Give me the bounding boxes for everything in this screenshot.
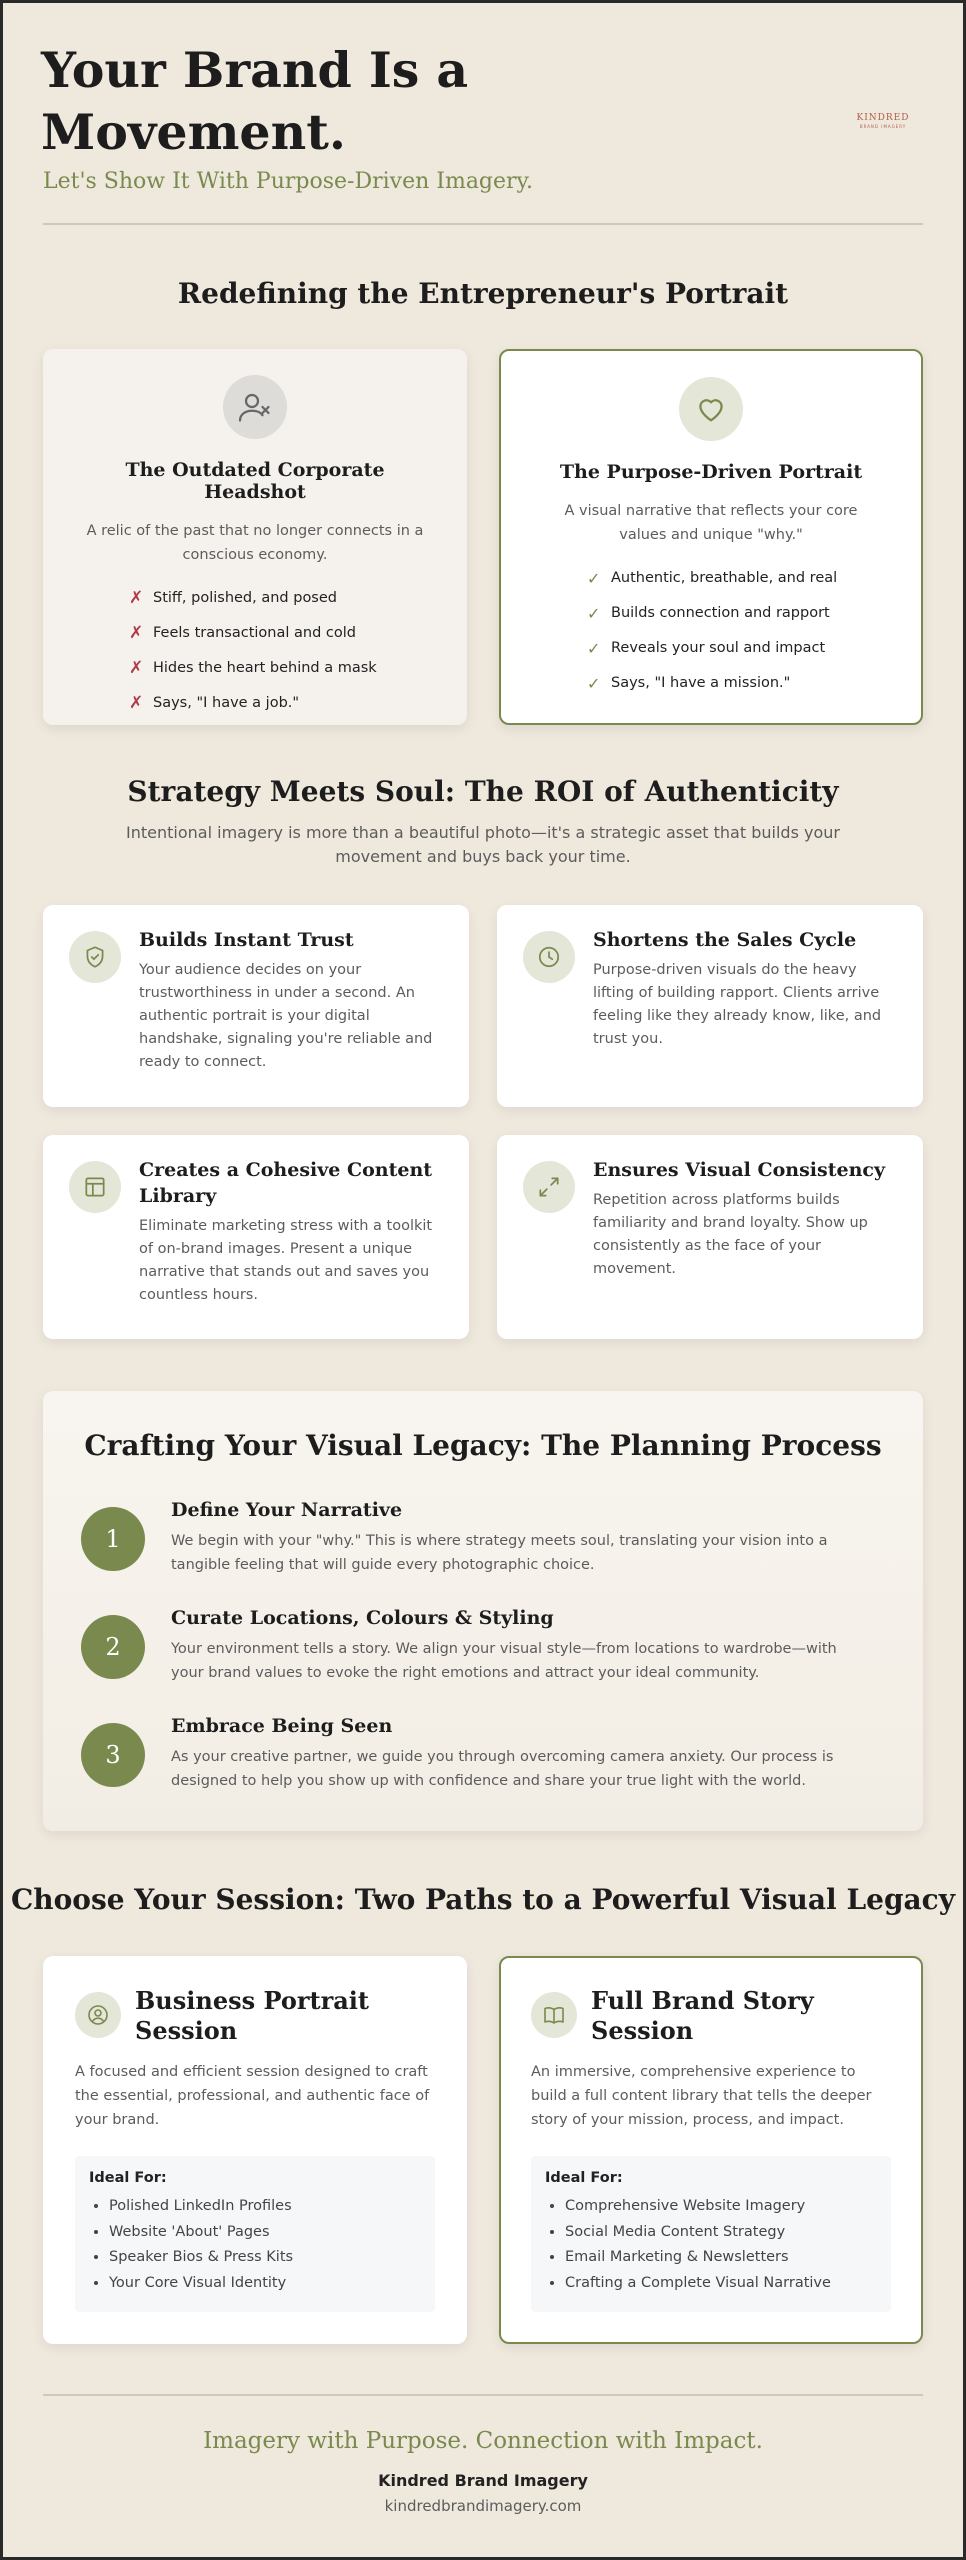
benefit-card-consistency: [497, 1135, 923, 1339]
list-item-text: Builds connection and rapport: [611, 605, 830, 621]
benefit-card-library: [43, 1135, 469, 1339]
list-item: • Polished LinkedIn Profiles: [109, 2194, 421, 2220]
list-item: • Your Core Visual Identity: [109, 2271, 421, 2297]
list-item: • Email Marketing & Newsletters: [565, 2245, 877, 2271]
ideal-for-label: Ideal For:: [545, 2170, 623, 2186]
list-item-text: Hides the heart behind a mask: [153, 660, 377, 676]
list-item-text: Authentic, breathable, and real: [611, 570, 838, 586]
session-title: Business Portrait Session: [135, 1986, 369, 2045]
arrows-expand-icon: [523, 1161, 575, 1213]
check-icon: ✓: [587, 604, 601, 623]
list-item: [129, 581, 427, 616]
benefit-text: Repetition across platforms builds familiarity and brand loyalty. Show up consistently as the face of your movement.: [593, 1192, 868, 1277]
footer-website-link[interactable]: kindredbrandimagery.com: [384, 2497, 582, 2515]
list-item: • Comprehensive Website Imagery: [565, 2194, 877, 2220]
list-item: [587, 666, 881, 701]
hero-subtitle: Let's Show It With Purpose-Driven Imagery.: [43, 169, 534, 194]
step-text: As your creative partner, we guide you through overcoming camera anxiety. Our process is designed to help you show up with confidence and share your true light with the world.: [171, 1749, 834, 1789]
cross-icon: ✗: [129, 658, 144, 678]
list-item-text: Stiff, polished, and posed: [153, 590, 337, 606]
check-icon: ✓: [587, 674, 601, 693]
list-item-text: Says, "I have a job.": [153, 695, 300, 711]
user-circle-icon: [75, 1992, 121, 2038]
outdated-headshot-card: [43, 349, 467, 725]
footer-brand-name: Kindred Brand Imagery: [378, 2471, 588, 2490]
benefit-text: Purpose-driven visuals do the heavy lifting of building rapport. Clients arrive feeling like they already know, like, and trust you.: [593, 962, 882, 1047]
ideal-for-list: [89, 2194, 421, 2296]
step-number-badge: 3: [81, 1723, 145, 1787]
planning-process-panel: [43, 1391, 923, 1831]
benefit-card-trust: [43, 905, 469, 1107]
benefit-text: Eliminate marketing stress with a toolkit of on-brand images. Present a unique narrative that stands out and saves you countless hours.: [139, 1218, 433, 1303]
list-item: • Speaker Bios & Press Kits: [109, 2245, 421, 2271]
footer-tagline: Imagery with Purpose. Connection with Impact.: [203, 2428, 763, 2454]
shield-check-icon: [69, 931, 121, 983]
book-open-icon: [531, 1992, 577, 2038]
benefit-title: Creates a Cohesive Content Library: [139, 1159, 433, 1207]
footer-divider: [43, 2394, 923, 2396]
purpose-portrait-card: [499, 349, 923, 725]
list-item-text: Says, "I have a mission.": [611, 675, 791, 691]
list-item: • Social Media Content Strategy: [565, 2220, 877, 2246]
full-brand-story-session-card[interactable]: [499, 1956, 923, 2344]
list-item: [587, 631, 881, 666]
logo-name: KINDRED: [856, 113, 910, 123]
list-item: [587, 561, 881, 596]
list-item: • Crafting a Complete Visual Narrative: [565, 2271, 877, 2297]
sessions-title: Choose Your Session: Two Paths to a Powerful Visual Legacy: [10, 1883, 955, 1916]
step-number-badge: 1: [81, 1507, 145, 1571]
session-title: Full Brand Story Session: [591, 1986, 814, 2045]
benefit-title: Ensures Visual Consistency: [593, 1159, 886, 1181]
brand-logo[interactable]: [853, 113, 913, 129]
list-item-text: Reveals your soul and impact: [611, 640, 826, 656]
session-description: An immersive, comprehensive experience to build a full content library that tells the deeper story of your mission, process, and impact.: [531, 2064, 872, 2128]
ideal-for-list: [545, 2194, 877, 2296]
clock-icon: [523, 931, 575, 983]
process-title: Crafting Your Visual Legacy: The Planning Process: [84, 1429, 882, 1462]
card-description: A visual narrative that reflects your core values and unique "why.": [564, 503, 858, 543]
card-title: The Purpose-Driven Portrait: [559, 461, 863, 483]
benefit-card-sales: [497, 905, 923, 1107]
user-x-icon: [223, 375, 287, 439]
layout-icon: [69, 1161, 121, 1213]
list-item: [587, 596, 881, 631]
logo-tagline: BRAND IMAGERY: [859, 124, 907, 129]
step-title: Curate Locations, Colours & Styling: [171, 1607, 554, 1629]
step-title: Embrace Being Seen: [171, 1715, 393, 1737]
drawback-list: [83, 581, 427, 721]
cross-icon: ✗: [129, 588, 144, 608]
card-description: A relic of the past that no longer connects in a conscious economy.: [86, 523, 424, 563]
list-item: [129, 686, 427, 721]
header-divider: [43, 223, 923, 225]
session-description: A focused and efficient session designed to craft the essential, professional, and authentic face of your brand.: [75, 2064, 430, 2128]
hero-title: Your Brand Is a Movement.: [41, 41, 469, 161]
list-item-text: Feels transactional and cold: [153, 625, 356, 641]
check-icon: ✓: [587, 569, 601, 588]
benefit-title: Shortens the Sales Cycle: [593, 929, 857, 951]
heart-icon: [679, 377, 743, 441]
benefit-list: [541, 561, 881, 701]
ideal-for-label: Ideal For:: [89, 2170, 167, 2186]
step-title: Define Your Narrative: [171, 1499, 403, 1521]
list-item: • Website 'About' Pages: [109, 2220, 421, 2246]
comparison-title: Redefining the Entrepreneur's Portrait: [177, 277, 789, 310]
business-portrait-session-card[interactable]: [43, 1956, 467, 2344]
step-text: Your environment tells a story. We align your visual style—from locations to wardrobe—with your brand values to evoke the right emotions and attract your ideal community.: [171, 1641, 837, 1681]
page: [3, 3, 963, 2557]
benefit-text: Your audience decides on your trustworthiness in under a second. An authentic portrait is your digital handshake, signaling you're reliable and ready to connect.: [139, 962, 433, 1070]
list-item: [129, 616, 427, 651]
benefit-title: Builds Instant Trust: [139, 929, 354, 951]
roi-title: Strategy Meets Soul: The ROI of Authenticity: [127, 775, 839, 808]
ideal-for-box: [531, 2156, 891, 2312]
cross-icon: ✗: [129, 623, 144, 643]
check-icon: ✓: [587, 639, 601, 658]
list-item: [129, 651, 427, 686]
step-number-badge: 2: [81, 1615, 145, 1679]
roi-description: Intentional imagery is more than a beautiful photo—it's a strategic asset that builds your movement and buys back your time.: [126, 823, 840, 866]
ideal-for-box: [75, 2156, 435, 2312]
step-text: We begin with your "why." This is where strategy meets soul, translating your vision into a tangible feeling that will guide every photographic choice.: [171, 1533, 828, 1573]
card-title: The Outdated Corporate Headshot: [125, 459, 385, 503]
cross-icon: ✗: [129, 693, 144, 713]
